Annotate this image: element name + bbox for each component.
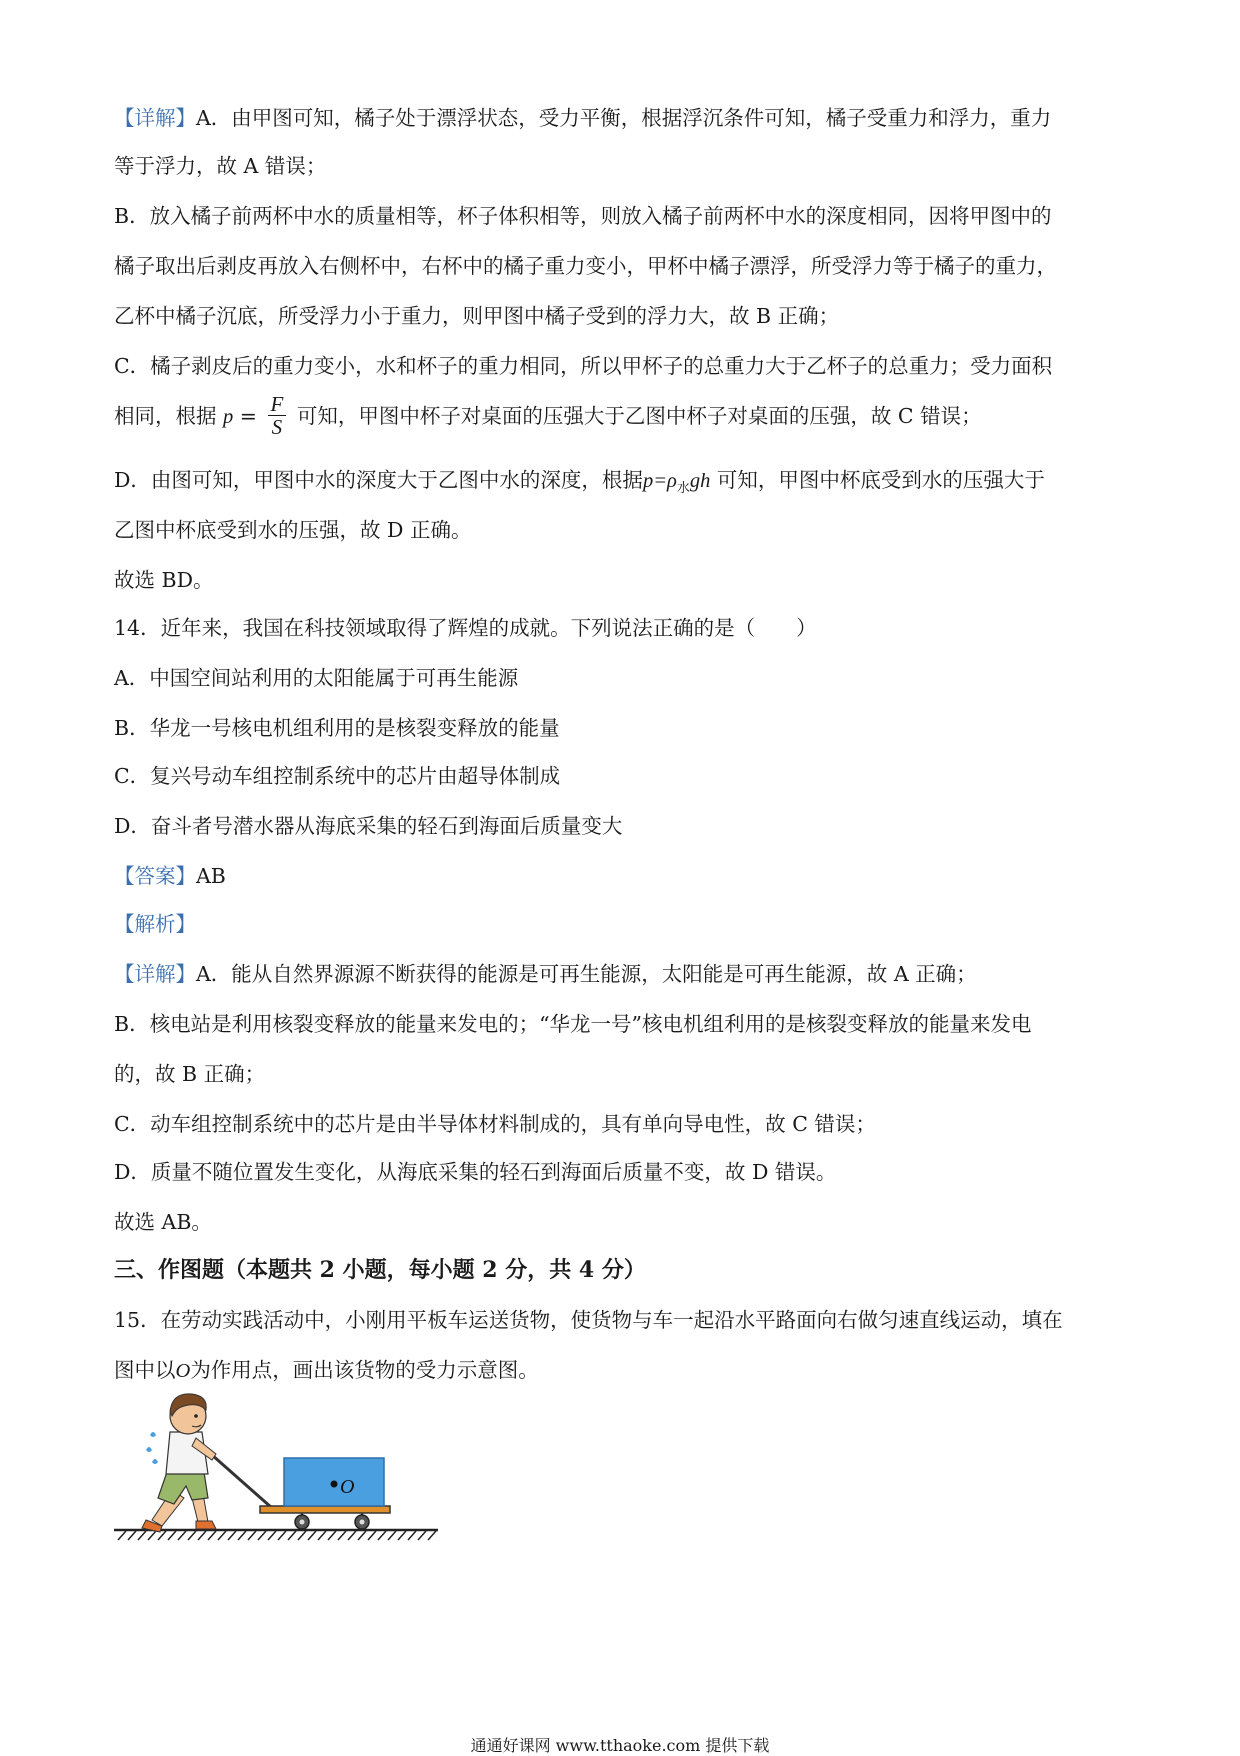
cart-figure xyxy=(112,1380,452,1550)
boy-figure xyxy=(142,1394,216,1532)
option-d: D．奋斗者号潜水器从海底采集的轻石到海面后质量变大 xyxy=(114,814,623,838)
answer-tag: 【答案】 xyxy=(114,864,196,888)
text-line-formula: 相同，根据 p = $\frac{F}{S}$ 可知，甲图中杯子对桌面的压强大于乙图中杯子对桌面的压强，故 C 错误； xyxy=(114,392,982,439)
cart-handle xyxy=(212,1455,272,1508)
point-o-label: O xyxy=(340,1476,355,1498)
text-line: 等于浮力，故 A 错误； xyxy=(114,154,327,178)
fraction-f-over-s: $\frac{F}{S}$ xyxy=(268,393,287,438)
detail-tag: 【详解】 xyxy=(114,962,196,986)
text-line: 橘子取出后剥皮再放入右侧杯中，右杯中的橘子重力变小，甲杯中橘子漂浮，所受浮力等于橘子的重力， xyxy=(114,254,1057,278)
text-line: D．质量不随位置发生变化，从海底采集的轻石到海面后质量不变，故 D 错误。 xyxy=(114,1160,837,1184)
text-line: 【详解】A．由甲图可知，橘子处于漂浮状态，受力平衡，根据浮沉条件可知，橘子受重力和浮力，重力 xyxy=(114,106,1052,130)
ground-hatching xyxy=(118,1531,436,1540)
detail-tag: 【详解】 xyxy=(114,106,196,130)
text-line: B．核电站是利用核裂变释放的能量来发电的；“华龙一号”核电机组利用的是核裂变释放的能量来发电 xyxy=(114,1012,1032,1036)
option-b: B．华龙一号核电机组利用的是核裂变释放的能量 xyxy=(114,716,560,740)
text-line: 的，故 B 正确； xyxy=(114,1062,266,1086)
option-c: C．复兴号动车组控制系统中的芯片由超导体制成 xyxy=(114,764,561,788)
text-line-formula: D．由图可知，甲图中水的深度大于乙图中水的深度，根据$p=\rho_水gh$ 可知，甲图中杯底受到水的压强大于 xyxy=(114,468,1045,496)
analysis-tag: 【解析】 xyxy=(114,912,196,936)
text-line: 乙杯中橘子沉底，所受浮力小于重力，则甲图中橘子受到的浮力大，故 B 正确； xyxy=(114,304,840,328)
question-15: 15．在劳动实践活动中，小刚用平板车运送货物，使货物与车一起沿水平路面向右做匀速直线运动，填在 xyxy=(114,1308,1063,1332)
option-a: A．中国空间站利用的太阳能属于可再生能源 xyxy=(114,666,519,690)
section-heading: 三、作图题（本题共 2 小题，每小题 2 分，共 4 分） xyxy=(114,1257,646,1283)
point-o-dot xyxy=(331,1481,338,1488)
answer-value: AB xyxy=(196,864,226,888)
pressure-symbol: p xyxy=(223,406,234,428)
question-14: 14．近年来，我国在科技领域取得了辉煌的成就。下列说法正确的是（ ） xyxy=(114,616,817,640)
page-footer: 通通好课网 www.tthaoke.com 提供下载 xyxy=(470,1736,770,1755)
answer-line xyxy=(114,862,226,890)
text-line: 故选 AB。 xyxy=(114,1210,212,1234)
text-line: 图中以O为作用点，画出该货物的受力示意图。 xyxy=(114,1358,539,1382)
text-line: 【详解】A．能从自然界源源不断获得的能源是可再生能源，太阳能是可再生能源，故 A 正确； xyxy=(114,962,977,986)
formula-p-rho: p=ρ xyxy=(642,470,677,492)
text-line: B．放入橘子前两杯中水的质量相等，杯子体积相等，则放入橘子前两杯中水的深度相同，因将甲图中的 xyxy=(114,204,1052,228)
text-line: 故选 BD。 xyxy=(114,568,214,592)
text-line: C．动车组控制系统中的芯片是由半导体材料制成的，具有单向导电性，故 C 错误； xyxy=(114,1112,876,1136)
text-line: C．橘子剥皮后的重力变小，水和杯子的重力相同，所以甲杯子的总重力大于乙杯子的总重力；受力面积 xyxy=(114,354,1053,378)
subscript-water: 水 xyxy=(676,481,690,496)
cart-wheels xyxy=(295,1513,369,1529)
text-line: 乙图中杯底受到水的压强，故 D 正确。 xyxy=(114,518,472,542)
cart-deck xyxy=(260,1506,390,1513)
